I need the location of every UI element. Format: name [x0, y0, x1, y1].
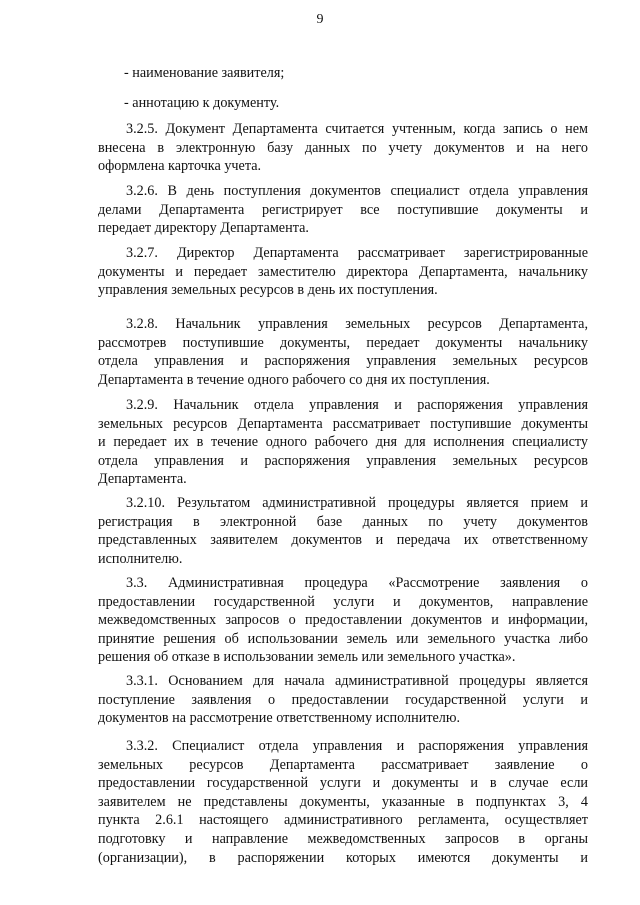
- text-line: 3.2.8. Начальник управления земельных ресурсов Департамента,​: [126, 316, 588, 332]
- text-line: представленных заявителем документов и передача их ответственному​: [98, 532, 588, 549]
- text-line: земельных ресурсов Департамента рассматривает заявление о​: [98, 756, 588, 773]
- paragraph-3-3: [98, 574, 588, 667]
- text-line: решения об отказе в использовании земель или земельного участка».: [98, 649, 516, 666]
- text-line: внесена в электронную базу данных по учету документов и на него​: [98, 139, 588, 156]
- paragraph-3-2-8: [98, 315, 588, 389]
- page-number: 9: [316, 12, 324, 27]
- text-line: 3.2.6. В день поступления документов специалист отдела управления​: [126, 183, 588, 199]
- text-line: 3.2.10. Результатом административной процедуры является прием и​: [126, 495, 588, 511]
- text-line: 3.2.9. Начальник отдела управления и распоряжения управления​: [126, 397, 588, 413]
- paragraph-3-2-10: [98, 494, 588, 568]
- text-line: 3.2.5. Документ Департамента считается учтенным, когда запись о нем​: [126, 121, 588, 137]
- text-line: подготовку и направление межведомственных запросов в органы​: [98, 830, 588, 847]
- text-line: заявителем не представлены документы, указанные в подпунктах 3, 4​: [98, 793, 588, 810]
- text-line: делами Департамента регистрирует все поступившие документы и​: [98, 201, 588, 218]
- text-line: 3.2.7. Директор Департамента рассматривает зарегистрированные​: [126, 245, 588, 261]
- text-line: межведомственных запросов о предоставлении документов и информации,​: [98, 612, 588, 629]
- text-line: - аннотацию к документу.: [124, 95, 280, 111]
- paragraph-3-3-2: [98, 737, 588, 867]
- text-line: 3.3.1. Основанием для начала административной процедуры является​: [126, 673, 588, 689]
- paragraph-3-3-1: [98, 672, 588, 728]
- list-item-annotation: [98, 94, 588, 113]
- list-item-applicant-name: [98, 64, 588, 83]
- text-line: предоставлении государственной услуги и документов, направление​: [98, 593, 588, 610]
- text-line: документов на рассмотрение ответственному исполнителю.: [98, 710, 461, 727]
- paragraph-3-2-6: [98, 182, 588, 238]
- text-line: рассмотрев поступившие документы, передает документы начальнику​: [98, 334, 588, 351]
- text-line: - наименование заявителя;: [124, 65, 285, 81]
- text-line: предоставлении государственной услуги и документы и в случае если​: [98, 775, 588, 792]
- text-line: оформлена карточка учета.: [98, 158, 262, 175]
- text-line: отдела управления и распоряжения управления земельных ресурсов​: [98, 353, 588, 370]
- paragraph-3-2-7: [98, 244, 588, 300]
- text-line: передает директору Департамента.: [98, 220, 309, 237]
- text-line: принятие решения об использовании земель или земельного участка либо​: [98, 630, 588, 647]
- text-line: 3.3.2. Специалист отдела управления и распоряжения управления​: [126, 738, 588, 754]
- text-line: поступление заявления о предоставлении государственной услуги и​: [98, 691, 588, 708]
- text-line: Департамента в течение одного рабочего со дня их поступления.: [98, 371, 490, 388]
- paragraph-3-2-9: [98, 396, 588, 489]
- paragraph-3-2-5: [98, 120, 588, 176]
- text-line: (организации), в распоряжении которых имеются документы и​: [98, 849, 588, 866]
- text-line: регистрация в электронной базе данных по учету документов​: [98, 513, 588, 530]
- text-line: исполнителю.: [98, 550, 183, 567]
- text-line: документы и передает заместителю директора Департамента, начальнику​: [98, 263, 588, 280]
- text-line: и передает их в течение одного рабочего дня для исполнения специалисту​: [98, 434, 588, 451]
- text-line: отдела управления и распоряжения управления земельных ресурсов​: [98, 452, 588, 469]
- text-line: 3.3. Административная процедура «Рассмотрение заявления о​: [126, 575, 588, 591]
- text-line: пункта 2.6.1 настоящего административного регламента, осуществляет​: [98, 812, 588, 829]
- text-line: управления земельных ресурсов в день их поступления.: [98, 282, 438, 299]
- text-line: Департамента.: [98, 471, 187, 488]
- text-line: земельных ресурсов Департамента рассматривает поступившие документы​: [98, 415, 588, 432]
